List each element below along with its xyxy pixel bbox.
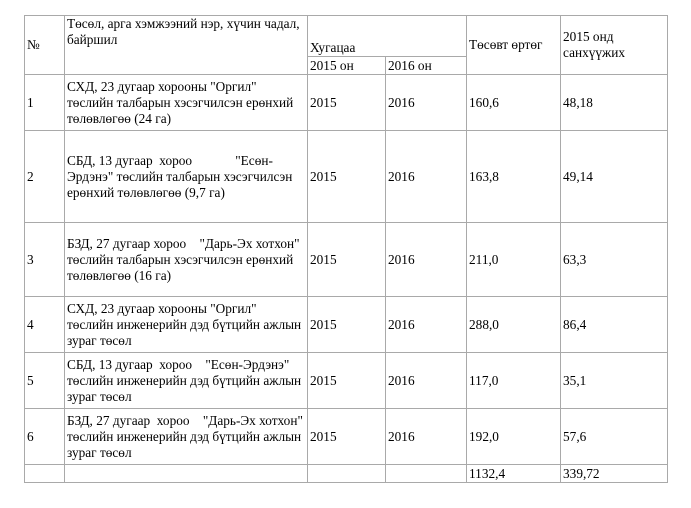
header-start-year: 2015 он — [308, 57, 386, 75]
row-start-year: 2015 — [308, 297, 386, 353]
row-end-year: 2016 — [386, 409, 467, 465]
header-row — [25, 16, 668, 57]
row-number: 6 — [25, 409, 65, 465]
row-start-year: 2015 — [308, 75, 386, 131]
row-cost: 163,8 — [467, 131, 561, 223]
row-cost: 160,6 — [467, 75, 561, 131]
row-project-name: СБД, 13 дугаар хороо "Есөн-Эрдэнэ" төслийн талбарын хэсэгчилсэн ерөнхий төлөвлөгөө (9,7 га) — [65, 131, 308, 223]
row-funding: 49,14 — [561, 131, 668, 223]
header-no: № — [25, 16, 65, 75]
total-cost: 1132,4 — [467, 465, 561, 483]
header-project-name: Төсөл, арга хэмжээний нэр, хүчин чадал, байршил — [65, 16, 308, 75]
row-end-year: 2016 — [386, 297, 467, 353]
row-end-year: 2016 — [386, 75, 467, 131]
row-number: 1 — [25, 75, 65, 131]
row-funding: 63,3 — [561, 223, 668, 297]
total-empty-cell — [386, 465, 467, 483]
row-start-year: 2015 — [308, 409, 386, 465]
row-start-year: 2015 — [308, 353, 386, 409]
row-number: 5 — [25, 353, 65, 409]
row-end-year: 2016 — [386, 223, 467, 297]
row-cost: 117,0 — [467, 353, 561, 409]
total-empty-cell — [65, 465, 308, 483]
header-cost: Төсөвт өртөг — [467, 16, 561, 75]
table-row — [25, 297, 668, 353]
table-row — [25, 409, 668, 465]
total-empty-cell — [25, 465, 65, 483]
row-funding: 48,18 — [561, 75, 668, 131]
header-period: Хугацаа — [308, 16, 467, 57]
row-start-year: 2015 — [308, 131, 386, 223]
row-number: 3 — [25, 223, 65, 297]
row-funding: 86,4 — [561, 297, 668, 353]
row-number: 2 — [25, 131, 65, 223]
row-funding: 35,1 — [561, 353, 668, 409]
row-project-name: СХД, 23 дугаар хорооны "Оргил" төслийн талбарын хэсэгчилсэн ерөнхий төлөвлөгөө (24 га) — [65, 75, 308, 131]
row-funding: 57,6 — [561, 409, 668, 465]
header-end-year: 2016 он — [386, 57, 467, 75]
row-cost: 211,0 — [467, 223, 561, 297]
table-row — [25, 131, 668, 223]
row-end-year: 2016 — [386, 353, 467, 409]
table-row — [25, 223, 668, 297]
row-project-name: СБД, 13 дугаар хороо "Есөн-Эрдэнэ" төслийн инженерийн дэд бүтцийн ажлын зураг төсөл — [65, 353, 308, 409]
total-funding: 339,72 — [561, 465, 668, 483]
header-funding-2015: 2015 онд санхүүжих — [561, 16, 668, 75]
row-start-year: 2015 — [308, 223, 386, 297]
row-cost: 192,0 — [467, 409, 561, 465]
table-row — [25, 353, 668, 409]
total-empty-cell — [308, 465, 386, 483]
row-project-name: СХД, 23 дугаар хорооны "Оргил" төслийн инженерийн дэд бүтцийн ажлын зураг төсөл — [65, 297, 308, 353]
row-number: 4 — [25, 297, 65, 353]
total-row — [25, 465, 668, 483]
row-cost: 288,0 — [467, 297, 561, 353]
row-project-name: БЗД, 27 дугаар хороо "Дарь-Эх хотхон" төслийн талбарын хэсэгчилсэн ерөнхий төлөвлөгөө (16 га) — [65, 223, 308, 297]
row-end-year: 2016 — [386, 131, 467, 223]
table-row — [25, 75, 668, 131]
row-project-name: БЗД, 27 дугаар хороо "Дарь-Эх хотхон" төслийн инженерийн дэд бүтцийн ажлын зураг төсөл — [65, 409, 308, 465]
projects-table — [24, 15, 668, 483]
